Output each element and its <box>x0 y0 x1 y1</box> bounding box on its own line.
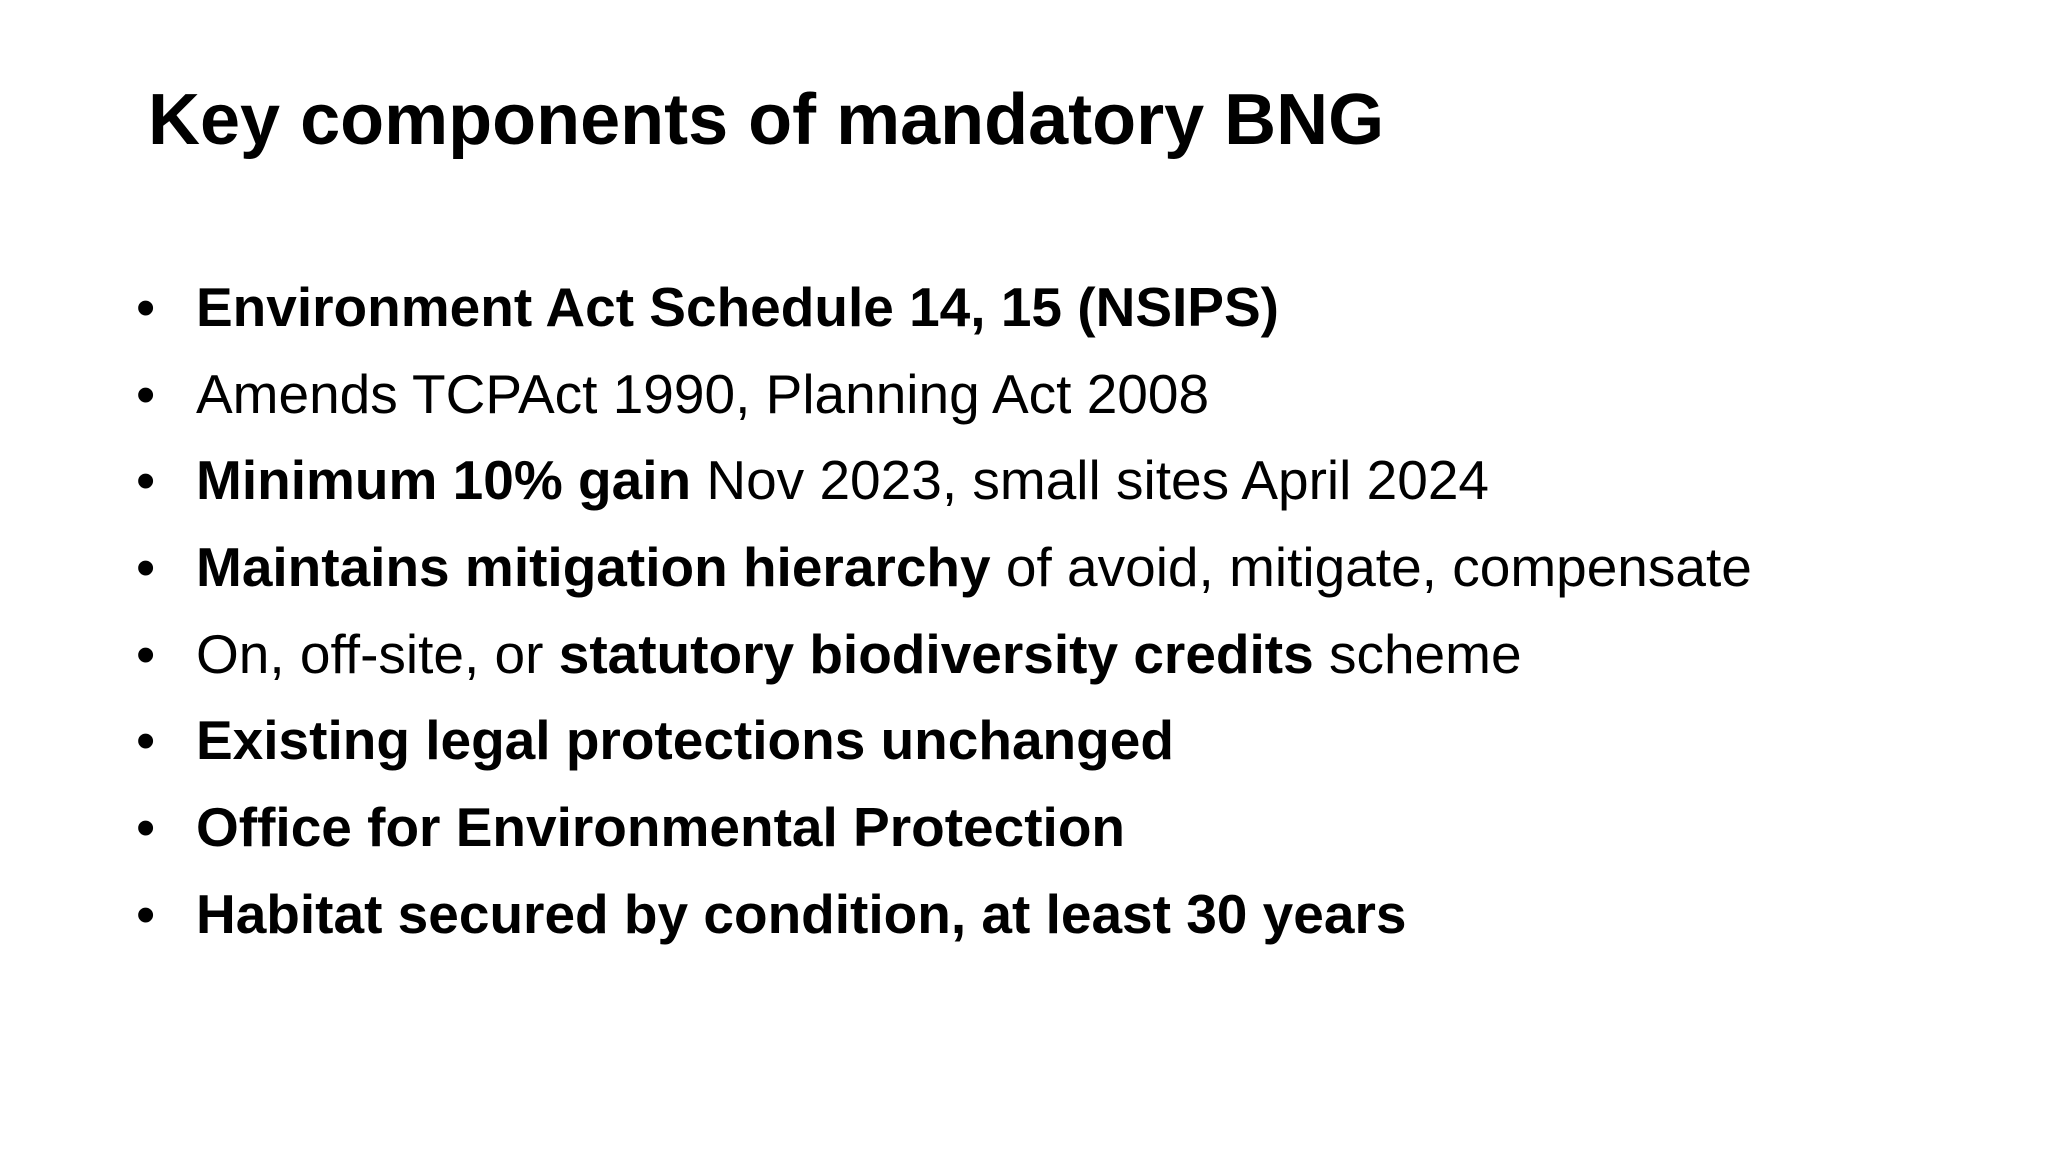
bullet-item <box>136 351 1752 438</box>
bullet-text: of avoid, mitigate, compensate <box>990 536 1752 599</box>
bullet-dot-icon: • <box>136 622 156 685</box>
bullet-item <box>136 784 1752 871</box>
bullet-dot-icon: • <box>136 882 156 945</box>
bullet-dot-icon: • <box>136 796 156 859</box>
bullet-item <box>136 871 1752 958</box>
bullet-item <box>136 611 1752 698</box>
bullet-dot-icon: • <box>136 709 156 772</box>
bullet-dot-icon: • <box>136 276 156 338</box>
bullet-text-bold: Existing legal protections unchanged <box>196 709 1174 772</box>
bullet-text-bold: Office for Environmental Protection <box>196 796 1126 859</box>
bullet-dot-icon: • <box>136 449 156 512</box>
bullet-list <box>136 264 1752 958</box>
bullet-text: On, off-site, or <box>196 622 559 685</box>
bullet-item <box>136 437 1752 524</box>
bullet-text: Amends TCPAct 1990, Planning Act 2008 <box>196 362 1210 425</box>
bullet-item <box>136 524 1752 611</box>
bullet-dot-icon: • <box>136 536 156 599</box>
bullet-dot-icon: • <box>136 362 156 425</box>
bullet-text-bold: statutory biodiversity credits <box>558 622 1314 685</box>
bullet-text: scheme <box>1313 622 1522 685</box>
bullet-text-bold: Minimum 10% gain <box>196 449 692 512</box>
bullet-text-bold: Habitat secured by condition, at least 30 years <box>196 882 1407 945</box>
slide-title: Key components of mandatory BNG <box>148 80 1385 160</box>
bullet-text-bold: Environment Act Schedule 14, 15 (NSIPS) <box>196 276 1279 338</box>
bullet-text: Nov 2023, small sites April 2024 <box>691 449 1489 512</box>
bullet-item <box>136 697 1752 784</box>
bullet-text-bold: Maintains mitigation hierarchy <box>196 536 991 599</box>
bullet-item <box>136 264 1752 351</box>
